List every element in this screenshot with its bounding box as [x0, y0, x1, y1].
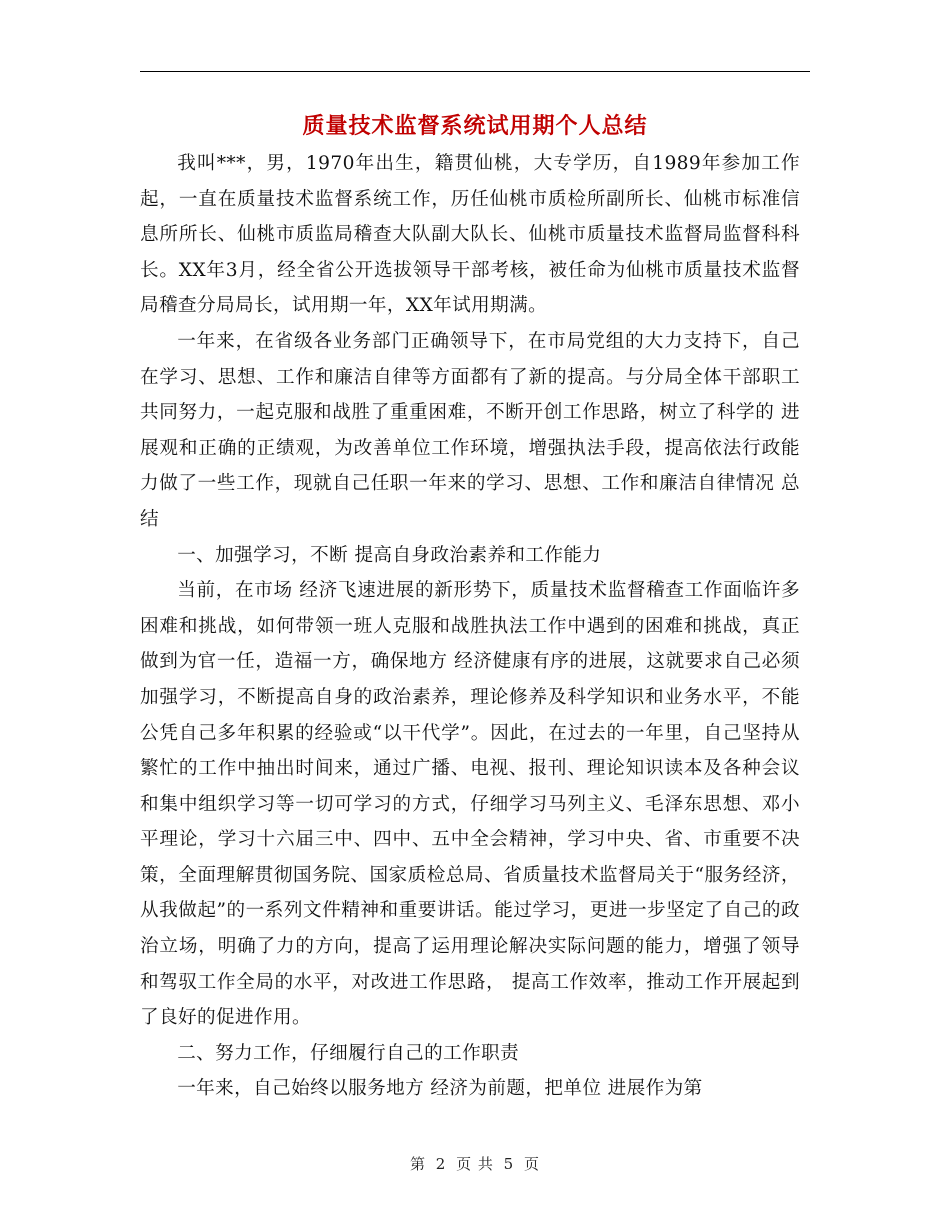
paragraph-study: 当前，在市场 经济飞速进展的新形势下，质量技术监督稽查工作面临许多困难和挑战，如何带领一班人克服和战胜执法工作中遇到的困难和挑战，真正做到为官一任，造福一方，确保地方 经济健康有序的进展，这就要求自己必须加强学习，不断提高自身的政治素养，理论修养及科学知识和业务水平，不能公凭自己多年积累的经验或“以干代学”。因此，在过去的一年里，自己坚持从繁忙的工作中抽出时间来，通过广播、电视、报刊、理论知识读本及各种会议和集中组织学习等一切可学习的方式，仔细学习马列主义、毛泽东思想、邓小平理论，学习十六届三中、四中、五中全会精神，学习中央、省、市重要不决策，全面理解贯彻国务院、国家质检总局、省质量技术监督局关于“服务经济，从我做起”的一系列文件精神和重要讲话。能过学习，更进一步坚定了自己的政治立场，明确了力的方向，提高了运用理论解决实际问题的能力，增强了领导和驾驭工作全局的水平，对改进工作思路， 提高工作效率，推动工作开展起到了良好的促进作用。	[140, 580, 800, 1029]
page-footer	[0, 1152, 950, 1176]
document-body	[140, 146, 800, 1107]
footer-current-page: 2	[435, 1155, 447, 1173]
page-title: 质量技术监督系统试用期个人总结	[302, 113, 648, 139]
footer-suffix: 页	[524, 1155, 541, 1173]
paragraph-overview: 一年来，在省级各业务部门正确领导下，在市局党组的大力支持下，自己在学习、思想、工作和廉洁自律等方面都有了新的提高。与分局全体干部职工共同努力，一起克服和战胜了重重困难，不断开创工作思路，树立了科学的 进展观和正确的正绩观，为改善单位工作环境，增强执法手段，提高依法行政能力做了一些工作，现就自己任职一年来的学习、思想、工作和廉洁自律情况 总结	[140, 330, 800, 530]
header-rule	[140, 71, 810, 72]
footer-middle: 页 共	[456, 1155, 494, 1173]
paragraph-intro: 我叫***，男，1970年出生，籍贯仙桃，大专学历，自1989年参加工作起，一直在质量技术监督系统工作，历任仙桃市质检所副所长、仙桃市标准信息所所长、仙桃市质监局稽查大队副大队长、仙桃市质量技术监督局监督科科长。XX年3月，经全省公开选拔领导干部考核，被任命为仙桃市质量技术监督局稽查分局局长，试用期一年，XX年试用期满。	[140, 153, 800, 317]
paragraph-work: 一年来，自己始终以服务地方 经济为前题，把单位 进展作为第	[177, 1078, 703, 1100]
footer-prefix: 第	[409, 1155, 426, 1173]
footer-total-pages: 5	[503, 1155, 515, 1173]
section-heading-work: 二、努力工作，仔细履行自己的工作职责	[177, 1042, 520, 1064]
section-heading-study: 一、加强学习，不断 提高自身政治素养和工作能力	[177, 544, 602, 566]
